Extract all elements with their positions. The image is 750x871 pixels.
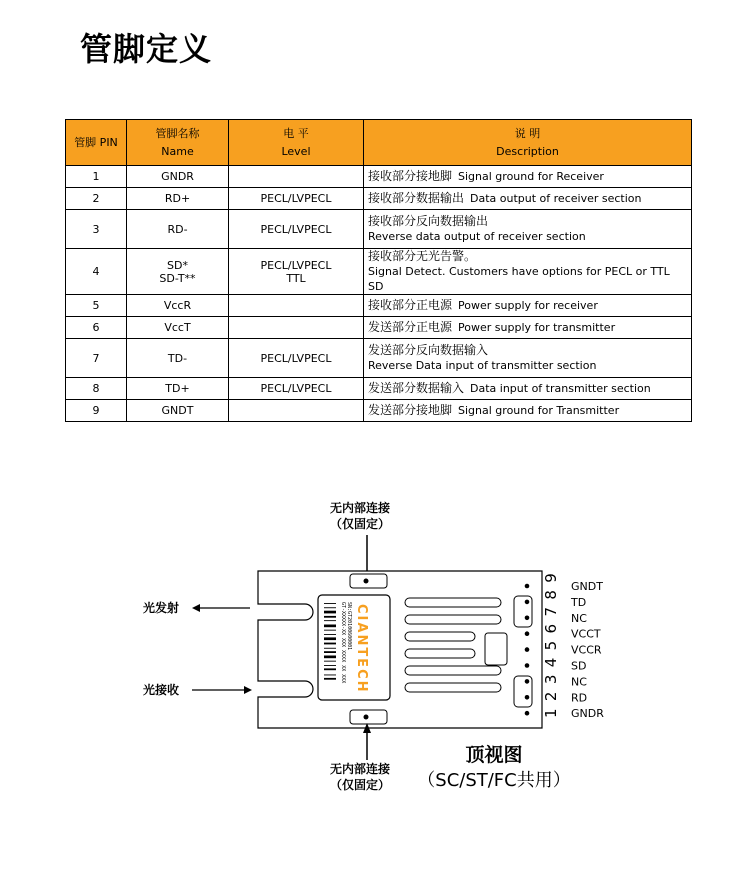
barcode-bar — [324, 634, 336, 635]
rx-arrow-head — [244, 686, 252, 694]
description-en: Signal Detect. Customers have options for PECL or TTL SD — [368, 265, 670, 293]
pin-dot — [525, 647, 530, 652]
optical-tx-label: 光发射 — [143, 601, 180, 615]
description-en: Signal ground for Transmitter — [458, 404, 620, 417]
barcode-bar — [324, 656, 336, 659]
name-cell-text: TD- — [167, 351, 188, 365]
description-en: Reverse data output of receiver section — [368, 230, 586, 243]
description-en: Data output of receiver section — [470, 192, 642, 205]
bottom-fixing-dot — [364, 715, 369, 720]
barcode-bar — [324, 651, 336, 653]
level-cell-text: PECL/LVPECL — [260, 192, 332, 205]
level-cell-text: TTL — [286, 271, 306, 285]
pin-cell-text: 5 — [92, 299, 100, 312]
pin-name-label: GNDT — [571, 580, 603, 593]
pin-cell-text: 6 — [92, 321, 100, 334]
header-en: Description — [496, 144, 559, 158]
name-cell-text: RD+ — [164, 192, 191, 205]
pin-dot — [525, 679, 530, 684]
level-cell-text: PECL/LVPECL — [260, 258, 332, 272]
pin-cell-text: 2 — [92, 192, 100, 205]
barcode-bar — [324, 648, 336, 649]
header-cn: 管脚名称 — [155, 126, 200, 140]
level-cell-text: PECL/LVPECL — [260, 351, 332, 365]
description-cn: 接收部分接地脚 — [368, 169, 453, 183]
description-cn: 接收部分反向数据输出 — [368, 214, 489, 228]
header-cn: 管脚 PIN — [74, 135, 118, 149]
description-en: Power supply for transmitter — [458, 321, 616, 334]
view-subtitle: （SC/ST/FC共用） — [417, 770, 571, 791]
label-text-line2: SN:GT20100600001 — [346, 602, 352, 651]
pin-cell-text: 3 — [92, 222, 100, 236]
pin-cell-text: 7 — [92, 351, 100, 365]
barcode-bar — [324, 668, 336, 670]
pin-numbers: 1 2 3 4 5 6 7 8 9 — [542, 571, 560, 718]
header-en: Name — [161, 144, 194, 158]
level-cell-text: PECL/LVPECL — [260, 222, 332, 236]
pin-name-label: NC — [571, 675, 587, 689]
pin-cell-text: 8 — [92, 382, 100, 395]
barcode-bar — [324, 625, 336, 628]
name-cell-text: VccR — [163, 299, 192, 312]
barcode-bar — [324, 603, 336, 604]
header-cn: 电 平 — [283, 126, 309, 140]
pin-dot — [525, 584, 530, 589]
barcode-bar — [324, 675, 336, 676]
tx-arrow-head — [192, 604, 200, 612]
barcode-bar — [324, 678, 336, 680]
name-cell-text: SD* — [167, 258, 188, 272]
description-en: Power supply for receiver — [458, 299, 598, 312]
pin-name-label: NC — [571, 611, 587, 625]
page-title: 管脚定义 — [80, 30, 213, 68]
pin-cell-text: 4 — [92, 265, 100, 278]
name-cell-text: GNDT — [161, 404, 194, 417]
barcode-bar — [324, 661, 336, 662]
description-cn: 发送部分数据输入 — [368, 381, 465, 395]
pin-dot — [525, 663, 530, 668]
pin-dot — [525, 600, 530, 605]
name-cell-text: GNDR — [161, 170, 194, 183]
description-en: Signal ground for Receiver — [458, 170, 604, 183]
optical-rx-label: 光接收 — [143, 683, 180, 697]
pin-name-label: VCCT — [571, 627, 601, 641]
pin-dot — [525, 631, 530, 636]
pin-pad-group-top — [514, 596, 532, 627]
view-title: 顶视图 — [465, 744, 523, 766]
barcode-bar — [324, 637, 336, 640]
name-cell-text: TD+ — [165, 382, 190, 395]
description-en: Reverse Data input of transmitter section — [368, 359, 597, 372]
top-note-line1: 无内部连接 — [329, 501, 391, 515]
pin-dot — [525, 695, 530, 700]
barcode-bar — [324, 643, 336, 645]
pin-name-label: TD — [571, 595, 587, 609]
barcode-bar — [324, 616, 336, 618]
bottom-note-line2: （仅固定） — [329, 778, 391, 792]
description-cn: 接收部分无光告警。 — [368, 249, 477, 263]
barcode-bar — [324, 607, 336, 608]
level-cell-text: PECL/LVPECL — [260, 382, 332, 395]
pin-names — [570, 580, 604, 720]
description-cn: 接收部分数据输出 — [368, 191, 465, 205]
pin-cell-text: 9 — [92, 404, 100, 417]
name-cell-text: SD-T** — [159, 271, 196, 285]
bottom-note-line1: 无内部连接 — [329, 762, 391, 776]
label-text-line1: GT-XXXXX-XX XXX XXXX XX XXX — [340, 602, 346, 684]
top-fixing-dot — [364, 579, 369, 584]
description-cn: 发送部分接地脚 — [368, 403, 453, 417]
description-cn: 接收部分正电源 — [368, 298, 453, 312]
pin-dot — [525, 711, 530, 716]
header-cn: 说 明 — [514, 126, 541, 140]
barcode-bar — [324, 620, 336, 621]
pin-pad-group-bottom — [514, 676, 532, 707]
pin-name-label: SD — [571, 659, 587, 673]
pin-name-label: VCCR — [571, 643, 602, 657]
description-en: Data input of transmitter section — [470, 382, 651, 395]
brand-logo: CIANTECH — [354, 604, 369, 694]
barcode-bar — [324, 665, 336, 666]
pin-name-label: GNDR — [571, 707, 604, 721]
description-cn: 发送部分反向数据输入 — [368, 343, 489, 357]
pin-dots — [525, 584, 530, 716]
pin-name-label: RD — [571, 691, 588, 705]
header-en: Level — [281, 144, 311, 158]
barcode-bar — [324, 611, 336, 614]
name-cell-text: RD- — [167, 222, 188, 236]
barcode-bar — [324, 630, 336, 631]
pin-dot — [525, 616, 530, 621]
description-cn: 发送部分正电源 — [368, 320, 453, 334]
top-note-line2: （仅固定） — [329, 517, 391, 531]
name-cell-text: VccT — [164, 321, 191, 334]
pin-cell-text: 1 — [92, 170, 100, 183]
